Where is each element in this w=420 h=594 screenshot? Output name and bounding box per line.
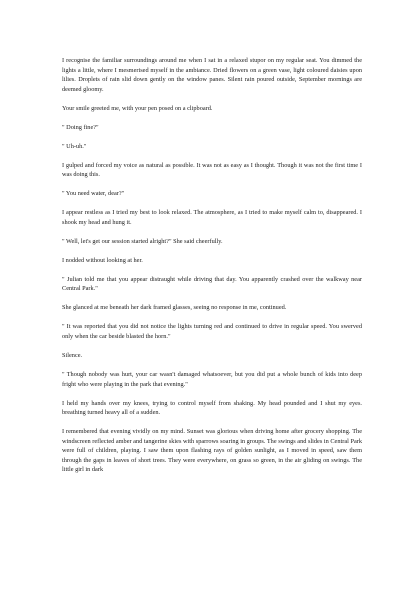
dialogue-water: " You need water, dear?" — [62, 190, 125, 198]
paragraph-gulped: I gulped and forced my voice as natural as possible. It was not as easy as I thought. Though it was not the first time I was doing this. — [62, 161, 362, 179]
paragraph-remembered: I remembered that evening vividly on my mind. Sunset was glorious when driving home after grocery shopping. The windscreen reflected amber and tangerine skies with sparrows soaring in groups. The swings and slides in Central Park were full of children, playing. I saw them upon flashing rays of golden sunlight, as I moved in speed, saw them through the gaps in leaves of short trees. They were everywhere, on grass so green, in the air gliding on swings. The little girl in dark — [62, 428, 362, 474]
dialogue-session: " Well, let's get our session started alright?" She said cheerfully. — [62, 237, 223, 245]
dialogue-uh-uh: " Uh-uh." — [62, 142, 87, 150]
paragraph-smile: Your smile greeted me, with your pen posed on a clipboard. — [62, 104, 213, 112]
dialogue-nobody-hurt: " Though nobody was hurt, your car wasn't damaged whatsoever, but you did put a whole bunch of kids into deep fright who were playing in the park that evening." — [62, 370, 362, 388]
paragraph-glanced: She glanced at me beneath her dark framed glasses, seeing no response in me, continued. — [62, 304, 287, 312]
paragraph-silence: Silence. — [62, 351, 83, 359]
dialogue-doing-fine: " Doing fine?" — [62, 123, 99, 131]
paragraph-restless: I appear restless as I tried my best to look relaxed. The atmosphere, as I tried to make myself calm to, disappeared. I shook my head and hung it. — [62, 209, 362, 226]
dialogue-reported: " It was reported that you did not notice the lights turning red and continued to drive in regular speed. You swerved only when the car beside blasted the horn." — [62, 323, 362, 340]
dialogue-julian: " Julian told me that you appear distraught while driving that day. You apparently crashed over the walkway near Central Park." — [62, 275, 362, 293]
story-text — [62, 56, 362, 484]
paragraph-nodded: I nodded without looking at her. — [62, 256, 143, 264]
paragraph-opening: I recognise the familiar surroundings around me when I sat in a relaxed stupor on my regular seat. You dimmed the lights a little, where I mesmerised myself in the ambiance. Dried flowers on a green vase, light coloured daisies upon lilies. Droplets of rain slid down gently on the window panes. Silent rain poured outside, September mornings are deemed gloomy. — [62, 57, 362, 93]
paragraph-hands: I held my hands over my knees, trying to control myself from shaking. My head pounded and I shut my eyes. breathing turned heavy all of a sudden. — [62, 399, 362, 417]
